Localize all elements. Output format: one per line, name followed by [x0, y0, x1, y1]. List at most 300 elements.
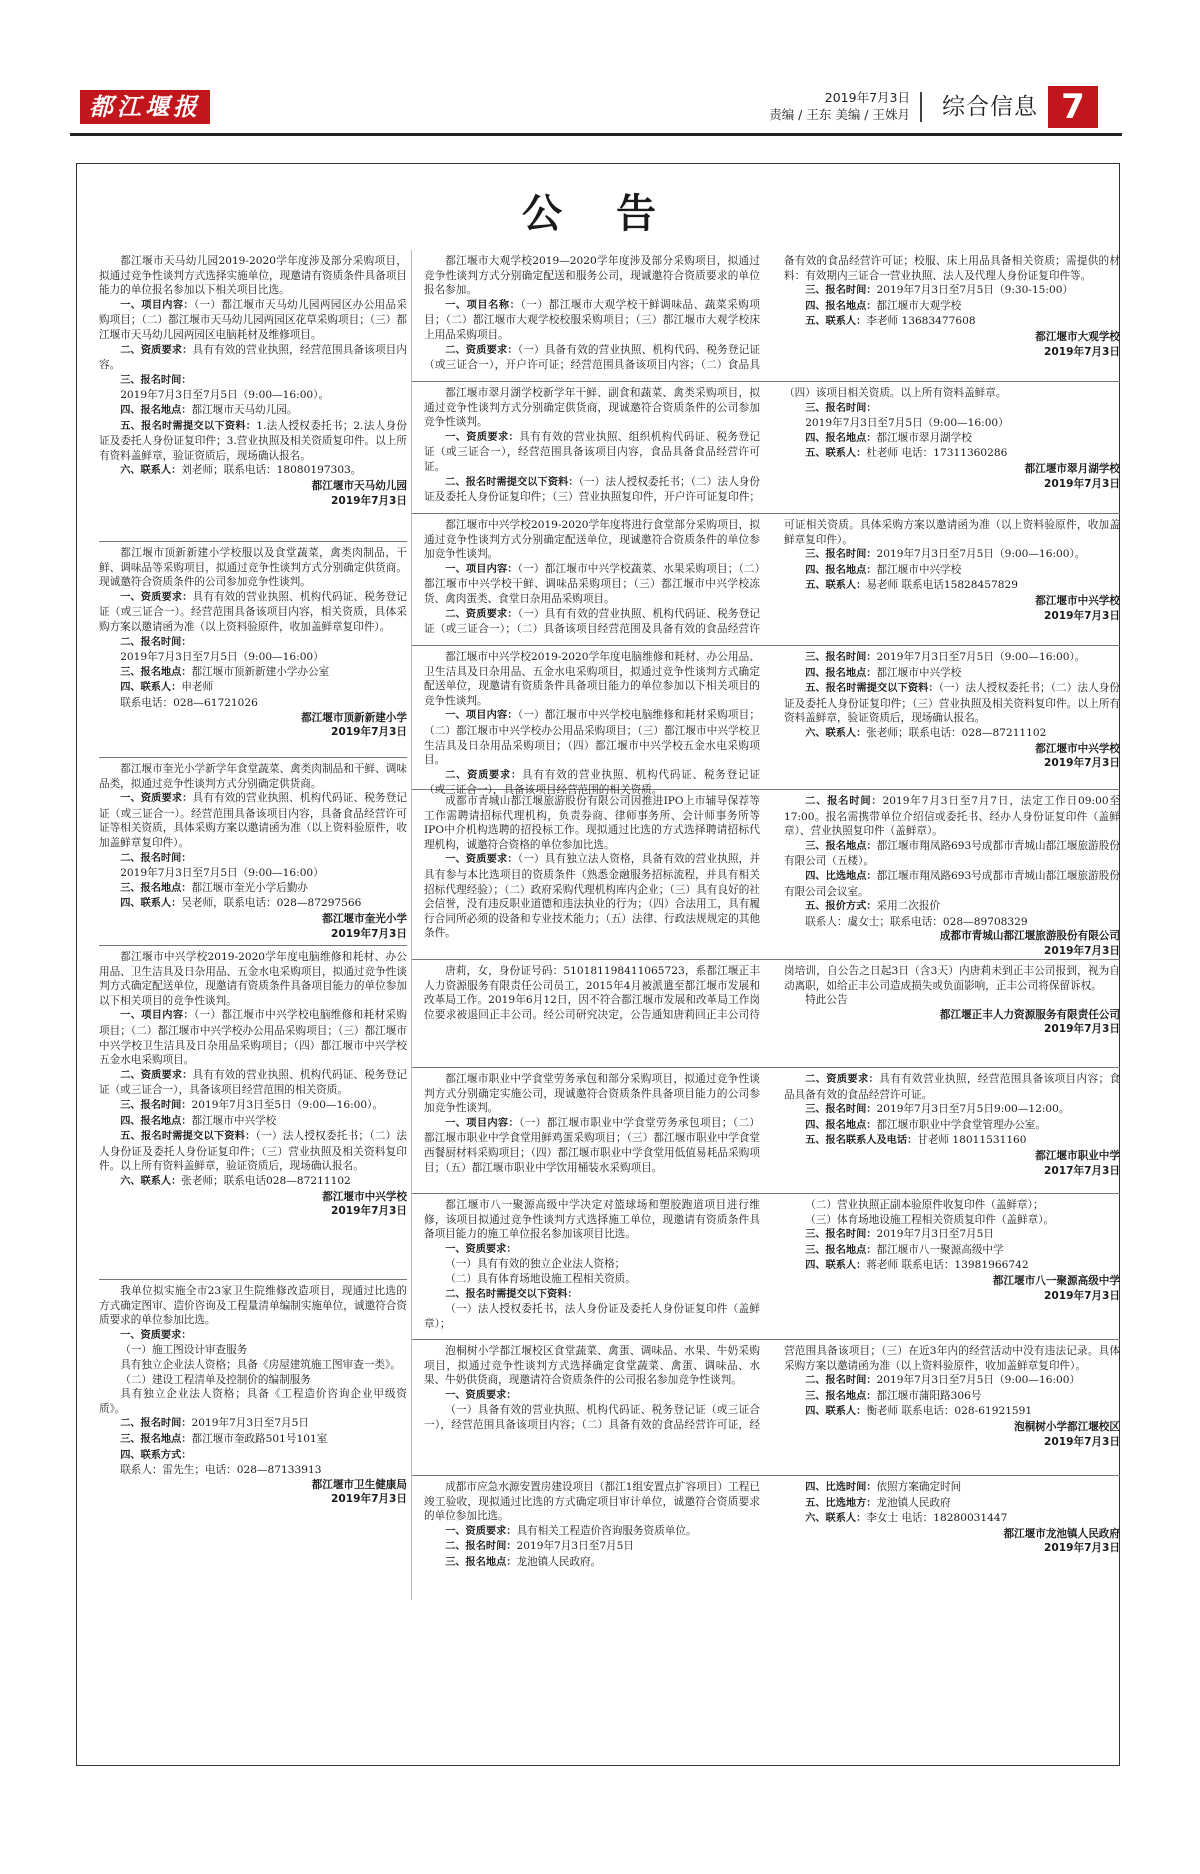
clause-heading: 二、资质要求： [445, 608, 518, 620]
notice-paragraph [99, 635, 407, 651]
notice-paragraph [784, 314, 1120, 330]
clause-text: 具有有效的营业执照、组织机构代码证、税务登记证（或三证合一），经营范围具备该项目内容，食品具备食品经营许可证。 [424, 430, 760, 473]
notice-paragraph [784, 869, 1120, 899]
clause-text: 甘老师 18011531160 [917, 1134, 1027, 1147]
clause-text: 都江堰市中兴学校2019-2020学年度将进行食堂部分采购项目，拟通过竞争性谈判方式分别确定配送单位，现诚邀符合资质条件的单位参加竞争性谈判。 [424, 519, 760, 561]
notice-paragraph [424, 1242, 760, 1258]
clause-text: 都江堰市天马幼儿园。 [191, 403, 298, 416]
clause-heading: 二、资质要求： [805, 1074, 880, 1085]
clause-text: （三）体育场地设施工程相关资质复印件（盖鲜章）。 [805, 1213, 1055, 1226]
notice-issuer: 泡桐树小学都江堰校区 [1014, 1420, 1120, 1433]
clause-text: 都江堰市翠月湖学校 [876, 431, 972, 444]
clause-text: 2019年7月3日至5日（9:00—16:00）。 [191, 1098, 384, 1111]
notice-body [424, 964, 1120, 1037]
clause-text: （一）法人授权委托书；（二）法人身份证及委托人身份证复印件；（三）营业执照及相关资料复印件。以上所有资料盖鲜章，验证资质后，现场确认报名。 [99, 1130, 407, 1173]
announcement-frame [76, 163, 1120, 1766]
clause-text: 具有有效的营业执照、机构代码证、税务登记证（或三证合一）。经营范围具备该项目内容，相关资质，具体采购方案以邀请函为准（以上资料验原件，收加盖鲜章复印件）。 [99, 590, 408, 633]
clause-heading: 三、报名时间： [120, 374, 192, 386]
clause-text: 2019年7月3日至7月5日（9:00—16:00）。 [876, 651, 1086, 663]
notice-paragraph [424, 1539, 760, 1555]
notice-body [99, 950, 407, 1219]
clause-text: （二）建设工程清单及控制价的编制服务 [120, 1373, 311, 1386]
clause-text: 成都市应急水源安置房建设项目（都江1组安置点扩容项目）工程已竣工验收，现拟通过比选的方式确定项目审计单位，诚邀符合资质要求的单位参加比选。 [424, 1481, 760, 1523]
notice-paragraph [424, 1257, 760, 1272]
clause-text: 2019年7月3日至7月5日 [191, 1417, 309, 1430]
clause-heading: 一、资质要求： [445, 431, 520, 443]
clause-text: 特此公告 [805, 994, 848, 1007]
notice-paragraph [784, 1511, 1120, 1527]
notice-block [99, 758, 407, 946]
notice-paragraph [784, 839, 1120, 869]
clause-text: 2019年7月3日至7月5日（9:00—16:00）。 [876, 548, 1086, 561]
clause-text: 龙池镇人民政府。 [516, 1555, 602, 1568]
clause-text: （一）法人授权委托书；（二）法人身份证及委托人身份证复印件；（三）营业执照及相关资料复印件。以上所有资料盖鲜章，验证资质后，现场确认报名。 [784, 682, 1121, 725]
notice-paragraph [784, 1480, 1120, 1496]
clause-heading: 二、报名时间： [805, 796, 883, 807]
clause-text: 2019年7月3日至7月5日 [516, 1540, 634, 1553]
clause-text: 都江堰市职业中学食堂管理办公室。 [876, 1118, 1046, 1131]
clause-text: 采用二次报价 [876, 900, 941, 913]
notice-paragraph [99, 1448, 407, 1464]
notice-issuer: 成都市青城山都江堰旅游股份有限公司 [939, 930, 1120, 943]
clause-heading: 四、联系方式： [120, 1449, 192, 1461]
header-separator [920, 92, 922, 122]
notice-paragraph [424, 254, 760, 298]
clause-heading: 一、资质要求： [120, 591, 193, 603]
clause-heading: 四、比选时间： [805, 1482, 877, 1493]
notice-date: 2019年7月3日 [330, 1493, 407, 1506]
notice-issuer: 都江堰市卫生健康局 [311, 1478, 407, 1491]
clause-heading: 五、报价方式： [805, 901, 877, 913]
clause-heading: 四、报名地点： [805, 1119, 877, 1131]
clause-heading: 五、联系人： [805, 580, 867, 592]
clause-text: 具有独立企业法人资格；具备《工程造价咨询企业甲级资质》。 [99, 1388, 407, 1415]
notice-paragraph [99, 1174, 407, 1190]
notice-date: 2019年7月3日 [330, 1205, 407, 1218]
newspaper-logo: 都江堰报 [80, 90, 210, 124]
notice-paragraph [784, 401, 1120, 417]
notice-paragraph [784, 899, 1120, 915]
notice-body [424, 1072, 1120, 1178]
clause-text: 具有独立企业法人资格；具备《房屋建筑施工图审查一类》。 [120, 1358, 401, 1371]
notice-paragraph [424, 852, 760, 941]
issue-meta [769, 89, 910, 123]
clause-heading: 三、报名时间： [805, 652, 877, 663]
notice-paragraph [424, 1344, 760, 1388]
clause-heading: 二、报名时间： [805, 1375, 877, 1387]
notice-paragraph [99, 1284, 407, 1328]
clause-heading: 四、比选地点： [805, 870, 877, 882]
page-header [70, 86, 1122, 128]
notice-body [424, 1344, 1120, 1449]
notice-block [412, 646, 1121, 797]
page-number: 7 [1048, 86, 1098, 128]
notice-date: 2019年7月3日 [330, 726, 407, 739]
notice-paragraph [99, 665, 407, 681]
clause-text: （一）具备有效的营业执照、机构代码、税务登记证（或三证合一），开户许可证；经营范围具备该项目内容；（二）食品具备有效的食品经营许可证；校服、床上用品具备相关资质；需提供的材料：有效期内三证合一营业执照、法人及代理人身份证复印件等。 [424, 255, 1120, 372]
notice-issuer: 都江堰市中兴学校 [1035, 594, 1120, 607]
notice-paragraph [784, 1198, 1120, 1213]
clause-heading: 四、联系人： [120, 682, 182, 694]
issue-date: 2019年7月3日 [824, 90, 910, 105]
clause-heading: 五、比选地方： [805, 1497, 877, 1509]
clause-text: （一）都江堰市大观学校干鲜调味品、蔬菜采购项目；（二）都江堰市大观学校校服采购项目；（三）都江堰市大观学校床上用品采购项目。 [424, 298, 760, 341]
notice-paragraph [784, 1389, 1120, 1405]
clause-text: （一）施工图设计审查服务 [120, 1344, 248, 1357]
clause-heading: 五、联系人： [805, 448, 867, 460]
clause-heading: 五、联系人： [805, 316, 867, 328]
clause-text: （二）具有体育场地设施工程相关资质。 [445, 1272, 636, 1285]
clause-text: 张老师；联系电话028—87211102 [181, 1174, 351, 1187]
clause-text: 联系人：虞女士；联系电话：028—89708329 [805, 915, 1028, 928]
notice-issuer: 都江堰市中兴学校 [322, 1190, 407, 1203]
clause-heading: 六、联系人： [120, 465, 182, 477]
clause-text: 1.法人授权委托书；2.法人身份证及委托人身份证复印件；3.营业执照及相关资质复印件。以上所有资料盖鲜章，验证资质后，现场确认报名。 [99, 419, 407, 462]
notice-issuer: 都江堰市天马幼儿园 [311, 479, 407, 492]
clause-heading: 三、报名时间： [805, 1229, 877, 1241]
notice-body [424, 1198, 1120, 1331]
notice-paragraph [99, 1068, 407, 1098]
notice-issuer: 都江堰市中兴学校 [1035, 742, 1120, 755]
notice-paragraph [99, 762, 407, 791]
clause-text: 李老师 13683477608 [866, 315, 976, 328]
notice-issuer: 都江堰市职业中学 [1035, 1149, 1120, 1162]
notice-paragraph [424, 794, 760, 852]
clause-heading: 二、资质要求： [120, 344, 193, 356]
notice-paragraph [784, 431, 1120, 447]
clause-text: 刘老师；联系电话：18080197303。 [181, 464, 362, 477]
clause-heading: 三、报名地点： [805, 1244, 877, 1256]
clause-heading: 二、报名时间： [445, 1541, 517, 1553]
notice-paragraph [784, 1404, 1120, 1420]
notice-paragraph [99, 590, 407, 635]
clause-heading: 五、报名时需提交以下资料： [120, 420, 257, 432]
notice-paragraph [784, 1072, 1120, 1102]
clause-heading: 三、报名时间： [805, 549, 877, 561]
notice-paragraph [784, 547, 1120, 563]
clause-text: （一）法人授权委托书；（二）法人身份证及委托人身份证复印件；（三）营业执照复印件，开户许可证复印件；（四）该项目相关资质。以上所有资料盖鲜章。 [424, 387, 1007, 504]
clause-text: 都江堰市职业中学食堂劳务承包和部分采购项目，拟通过竞争性谈判方式分别确定实施公司，现诚邀符合资质条件具备项目能力的公司参加竞争性谈判。 [424, 1073, 760, 1115]
notice-paragraph [99, 1129, 407, 1174]
clause-heading: 二、报名时间： [120, 1418, 192, 1430]
notice-block [412, 382, 1120, 514]
clause-text: （二）营业执照正副本验原件收复印件（盖鲜章）； [805, 1199, 1044, 1211]
notice-paragraph [424, 1480, 760, 1524]
clause-text: 申老师 [181, 681, 214, 694]
clause-text: 都江堰市顶新新建小学校服以及食堂蔬菜，禽类肉制品，干鲜、调味品等采购项目，拟通过竞争性谈判方式分别确定供货商。现诚邀符合资质条件的公司参加竞争性谈判。 [99, 547, 407, 589]
clause-text: 具有有效的营业执照、机构代码证、税务登记证（或三证合一）。经营范围具备该项目内容，具备食品经营许可证等相关资质，具体采购方案以邀请函为准（以上资料验原件，收加盖鲜章复印件）。 [99, 792, 408, 849]
notice-paragraph [784, 650, 1120, 666]
clause-heading: 一、资质要求： [445, 1389, 517, 1401]
notice-paragraph [424, 1287, 760, 1303]
clause-text: 依照方案确定时间 [876, 1481, 962, 1493]
clause-heading: 一、项目名称： [445, 299, 521, 311]
issue-editors: 责编 / 王东 美编 / 王姝月 [769, 107, 910, 122]
notice-paragraph [99, 851, 407, 867]
clause-text: 具有相关工程造价咨询服务资质单位。 [516, 1524, 697, 1537]
clause-heading: 六、联系人： [805, 1513, 867, 1525]
notice-issuer: 都江堰市八一聚源高级中学 [992, 1274, 1120, 1287]
clause-text: （一）都江堰市中兴学校电脑维修和耗材采购项目；（二）都江堰市中兴学校办公用品采购项目；（三）都江堰市中兴学校卫生洁具及日杂用品采购项目；（四）都江堰市中兴学校五金水电采购项目。 [424, 709, 761, 767]
notice-date: 2019年7月3日 [330, 494, 407, 507]
notice-block [412, 1476, 1120, 1600]
notice-paragraph [99, 1358, 407, 1373]
notice-paragraph [99, 881, 407, 897]
notice-block [412, 250, 1120, 382]
notice-paragraph [784, 1133, 1120, 1149]
notice-paragraph [784, 1243, 1120, 1259]
notice-paragraph [99, 1463, 407, 1478]
clause-text: 都江堰市翔凤路693号成都市青城山都江堰旅游股份有限公司（五楼）。 [784, 839, 1120, 868]
header-rule [70, 133, 1122, 136]
clause-text: （一）具有有效的独立企业法人资格； [445, 1258, 626, 1271]
clause-heading: 六、联系人： [120, 1175, 182, 1187]
notice-paragraph [99, 388, 407, 403]
clause-heading: 三、报名地点： [120, 1433, 192, 1445]
notice-paragraph [424, 650, 760, 708]
notice-block [412, 1068, 1120, 1194]
clause-text: 都江堰市八一聚源高级中学决定对篮球场和塑胶跑道项目进行维修，该项目拟通过竞争性谈判方式选择施工单位，现邀请有资质条件具备项目能力的施工单位报名参加该项目比选。 [424, 1199, 760, 1241]
notice-block [412, 960, 1120, 1068]
clause-text: 都江堰市中兴学校 [876, 563, 962, 576]
clause-text: 都江堰市天马幼儿园2019-2020学年度涉及部分采购项目，拟通过竞争性谈判方式选择实施单位，现邀请有资质条件具备项目能力的单位报名参加以下相关项目比选。 [99, 255, 407, 297]
clause-text: 都江堰市中兴学校2019-2020学年度电脑维修和耗材、办公用品、卫生洁具及日杂用品、五金水电采购项目，拟通过竞争性谈判方式确定配送单位，现邀请有资质条件具备项目能力的单位参加以下相关项目的竞争性谈判。 [99, 951, 407, 1007]
clause-text: 都江堰市大观学校2019—2020学年度涉及部分采购项目，拟通过竞争性谈判方式分别确定配送和服务公司，现诚邀符合资质要求的单位报名参加。 [424, 255, 760, 297]
clause-text: 吴老师，联系电话：028—87297566 [181, 897, 362, 910]
clause-heading: 四、联系人： [120, 898, 182, 910]
notice-paragraph [784, 1496, 1120, 1512]
notice-paragraph [99, 866, 407, 881]
notice-paragraph [784, 726, 1120, 742]
notice-paragraph [784, 299, 1120, 315]
clause-heading: 四、报名地点： [805, 432, 877, 444]
notice-body [99, 546, 407, 740]
clause-text: 都江堰市中兴学校2019-2020学年度电脑维修和耗材、办公用品、卫生洁具及日杂用品、五金水电采购项目，拟通过竞争性谈判方式确定配送单位，现邀请有资质条件具备项目能力的单位参加以下相关项目的竞争性谈判。 [424, 651, 760, 707]
notice-paragraph [784, 993, 1120, 1008]
clause-text: 2019年7月3日至7月5日（9:30-15:00） [876, 284, 1074, 297]
clause-heading: 一、资质要求： [445, 854, 518, 866]
clause-text: 唐莉，女，身份证号码：510181198411065723，系都江堰正丰人力资源服务有限责任公司员工，2015年4月被派遣至都江堰市发展和改革局工作。2019年6月12日，因不符合都江堰市发展和改革局工作岗位要求被退回正丰公司。经公司研究决定，公告通知唐莉回正丰公司待岗培训，自公告之日起3日（含3天）内唐莉未到正丰公司报到，视为自动离职，如给正丰公司造成损失或负面影响，正丰公司将保留诉权。 [424, 965, 1120, 1021]
notice-paragraph [99, 896, 407, 912]
notice-paragraph [784, 681, 1120, 726]
notice-paragraph [424, 1524, 760, 1540]
clause-heading: 一、项目内容： [445, 563, 518, 575]
notice-paragraph [99, 546, 407, 590]
clause-text: 具有有效的营业执照、机构代码证、税务登记证（或三证合一），具备该项目经营范围的相关资质。 [99, 1068, 408, 1097]
notice-date: 2019年7月3日 [330, 927, 407, 940]
notice-paragraph [99, 650, 407, 665]
notice-block [412, 1194, 1120, 1340]
clause-text: 都江堰市蒲阳路306号 [876, 1389, 982, 1402]
notice-paragraph [424, 1302, 760, 1331]
notice-block [99, 946, 407, 1280]
notice-date: 2019年7月3日 [1043, 609, 1120, 622]
notice-date: 2019年7月3日 [1043, 1435, 1120, 1448]
notice-paragraph [99, 1328, 407, 1344]
notice-body [99, 254, 407, 508]
notice-paragraph [784, 915, 1120, 930]
notice-paragraph [99, 1432, 407, 1448]
clause-heading: 一、资质要求： [120, 793, 193, 805]
notice-date: 2017年7月3日 [1043, 1164, 1120, 1177]
clause-text: 2019年7月3日至7月5日（9:00—16:00）。 [120, 389, 330, 402]
notice-paragraph [784, 794, 1120, 839]
notice-paragraph [99, 1416, 407, 1432]
notice-paragraph [784, 1213, 1120, 1228]
clause-heading: 六、联系人： [805, 727, 867, 739]
clause-text: 都江堰市翠月湖学校新学年干鲜、副食和蔬菜、禽类采购项目，拟通过竞争性谈判方式分别确定供货商，现诚邀符合资质条件的公司参加竞争性谈判。 [424, 387, 760, 429]
notice-paragraph [784, 666, 1120, 682]
notice-issuer: 都江堰市顶新新建小学 [301, 711, 407, 724]
clause-heading: 一、项目内容： [120, 299, 194, 311]
notice-paragraph [784, 578, 1120, 594]
notice-paragraph [784, 1373, 1120, 1389]
clause-text: 李女士 电话：18280031447 [866, 1512, 1008, 1525]
notice-paragraph [424, 430, 760, 475]
clause-text: （一）具有独立法人资格，具备有效的营业执照，并具有参与本比选项目的资质条件（熟悉金融服务招标流程，并具有相关招标代理经验）；（二）政府采购代理机构库内企业；（三）具有良好的社会信誉，没有违反职业道德和违法执业的行为；（四）合法用工，具有履行合同所必须的设备和专业技术能力；（五）法律、行政法规规定的其他条件。 [424, 853, 761, 940]
notice-paragraph [424, 1555, 760, 1571]
clause-text: 2019年7月3日至7月5日（9:00—16:00） [805, 417, 1009, 430]
notice-issuer: 都江堰市奎光小学 [322, 912, 407, 925]
notice-paragraph [424, 562, 760, 607]
notice-issuer: 都江堰市翠月湖学校 [1024, 462, 1120, 475]
clause-text: 都江堰市奎政路501号101室 [191, 1432, 328, 1445]
clause-heading: 三、报名地点： [445, 1556, 517, 1568]
left-column [99, 250, 407, 1796]
notice-body [99, 762, 407, 941]
clause-text: （一）都江堰市中兴学校电脑维修和耗材采购项目；（二）都江堰市中兴学校办公用品采购项目；（三）都江堰市中兴学校卫生洁具及日杂用品采购项目；（四）都江堰市中兴学校五金水电采购项目。 [99, 1009, 407, 1067]
clause-text: 2019年7月3日至7月5日（9:00—16:00） [876, 1374, 1081, 1387]
notice-date: 2019年7月3日 [1043, 345, 1120, 358]
notice-block [412, 514, 1120, 646]
notice-block [99, 1280, 407, 1796]
clause-heading: 二、报名时需提交以下资料： [445, 1288, 578, 1300]
clause-heading: 一、项目内容： [445, 1117, 520, 1129]
notice-paragraph [99, 1343, 407, 1358]
notice-paragraph [784, 416, 1120, 431]
clause-text: 都江堰市奎光小学新学年食堂蔬菜、禽类肉制品和干鲜、调味品类，拟通过竞争性谈判方式分别确定供货商。 [99, 763, 407, 790]
notice-date: 2019年7月3日 [1043, 944, 1120, 957]
clause-heading: 二、报名时需提交以下资料： [445, 476, 579, 488]
notice-date: 2019年7月3日 [1043, 1023, 1120, 1036]
notice-paragraph [784, 1102, 1120, 1118]
clause-text: 都江堰市顶新新建小学办公室 [191, 665, 330, 678]
notice-block [412, 790, 1120, 960]
clause-text: 具有有效的营业执照，经营范围具备该项目内容。 [99, 343, 408, 372]
notice-paragraph [99, 463, 407, 479]
clause-text: 成都市青城山都江堰旅游股份有限公司因推进IPO上市辅导保荐等工作需聘请招标代理机构，负责券商、律师事务所、会计师事务所等IPO中介机构选聘的招投标工作。现拟通过比选的方式选择聘请招标代理机构，诚邀符合资格的单位参加比选。 [424, 795, 760, 851]
notice-paragraph [424, 1072, 760, 1116]
clause-text: 2019年7月3日至7月7日，法定工作日09:00至17:00。报名需携带单位介绍信或委托书、经办人身份证复印件（盖鲜章）、营业执照复印件（盖鲜章）。 [784, 795, 1121, 838]
clause-heading: 四、报名地点： [805, 667, 877, 679]
notice-paragraph [784, 1227, 1120, 1243]
notice-paragraph [99, 1387, 407, 1416]
notice-date: 2019年7月3日 [1043, 477, 1120, 490]
clause-text: 杜老师 电话：17311360286 [866, 447, 1008, 460]
clause-heading: 五、报名联系人及电话： [805, 1135, 918, 1147]
clause-heading: 四、报名地点： [120, 1115, 192, 1127]
clause-heading: 五、报名时需提交以下资料： [120, 1131, 256, 1143]
notice-paragraph [784, 563, 1120, 579]
notice-paragraph [99, 373, 407, 389]
notice-paragraph [424, 1198, 760, 1242]
clause-heading: 三、报名地点： [805, 1390, 877, 1402]
notice-date: 2019年7月3日 [1043, 1289, 1120, 1302]
clause-text: 衡老师 联系电话：028-61921591 [866, 1405, 1033, 1418]
clause-text: 泡桐树小学都江堰校区食堂蔬菜、禽蛋、调味品、水果、牛奶采购项目，拟通过竞争性谈判方式选择确定食堂蔬菜、禽蛋、调味品、水果、牛奶供货商，现邀请符合资质条件的公司报名参加竞争性谈判。 [424, 1345, 760, 1387]
clause-heading: 二、资质要求： [445, 769, 522, 781]
notice-block [412, 1340, 1120, 1476]
notice-body [424, 518, 1120, 637]
notice-issuer: 都江堰市大观学校 [1035, 330, 1120, 343]
clause-text: 张老师；联系电话：028—87211102 [866, 726, 1047, 739]
notice-body [424, 386, 1120, 505]
notice-paragraph [424, 1388, 760, 1404]
clause-heading: 一、资质要求： [445, 1525, 517, 1537]
notice-paragraph [99, 696, 407, 711]
clause-text: 2019年7月3日至7月5日9:00—12:00。 [876, 1103, 1070, 1116]
clause-heading: 三、报名时间： [805, 285, 877, 297]
notice-paragraph [99, 298, 407, 343]
clause-text: （一）都江堰市天马幼儿园两园区办公用品采购项目；（二）都江堰市天马幼儿园两园区花草采购项目；（三）都江堰市天马幼儿园两园区电脑耗材及维修项目。 [99, 298, 407, 341]
notice-issuer: 都江堰正丰人力资源服务有限责任公司 [939, 1008, 1120, 1021]
notice-body [424, 1480, 1120, 1571]
clause-heading: 四、联系人： [805, 1406, 867, 1418]
clause-text: 2019年7月3日至7月5日（9:00—16:00） [120, 867, 324, 880]
notice-paragraph [99, 403, 407, 419]
notice-paragraph [99, 680, 407, 696]
clause-text: （一）都江堰市中兴学校蔬菜、水果采购项目；（二）都江堰市中兴学校干鲜、调味品采购项目；（三）都江堰市中兴学校冻货、禽肉蛋类、食堂日杂用品采购项目。 [424, 562, 760, 605]
right-column [411, 250, 1120, 1600]
clause-text: 2019年7月3日至7月5日 [876, 1228, 994, 1241]
clause-heading: 二、报名时间： [120, 636, 192, 648]
notice-issuer: 都江堰市龙池镇人民政府 [1003, 1527, 1120, 1540]
clause-text: 都江堰市大观学校 [876, 299, 962, 312]
clause-text: （一）具有有效的营业执照、机构代码证、税务登记证（或三证合一）；（二）具备该项目经营范围及具备有效的食品经营许可证相关资质。具体采购方案以邀请函为准（以上资料验原件，收加盖鲜章复印件）。 [424, 519, 1120, 636]
notice-paragraph [424, 386, 760, 430]
clause-heading: 二、资质要求： [120, 1069, 193, 1081]
clause-heading: 三、报名时间： [805, 1104, 877, 1116]
clause-heading: 四、联系人： [805, 1260, 867, 1272]
clause-text: （一）具备有效的营业执照、机构代码证、税务登记证（或三证合一），经营范围具备该项目内容；（二）具备有效的食品经营许可证，经营范围具备该项目；（三）在近3年内的经营活动中没有违法记录。具体采购方案以邀请函为准（以上资料验原件，收加盖鲜章复印件）。 [424, 1345, 1120, 1431]
clause-heading: 三、报名时间： [120, 1099, 192, 1111]
clause-text: 具有有效营业执照，经营范围具备该项目内容；食品具备有效的食品经营许可证。 [784, 1073, 1120, 1101]
clause-text: （一）法人授权委托书，法人身份证及委托人身份证复印件（盖鲜章）； [424, 1303, 760, 1330]
notice-paragraph [424, 708, 760, 767]
notice-paragraph [424, 518, 760, 562]
clause-heading: 四、报名地点： [120, 404, 192, 416]
clause-text: 联系电话：028—61721026 [120, 696, 258, 709]
clause-text: 联系人：雷先生；电话：028—87133913 [120, 1464, 322, 1477]
clause-text: 龙池镇人民政府 [876, 1496, 951, 1509]
notice-paragraph [99, 419, 407, 464]
notice-paragraph [99, 1008, 407, 1067]
clause-text: 具有有效的营业执照、机构代码证、税务登记证（或三证合一），具备该项目经营范围的相关资质。 [424, 768, 760, 797]
notice-paragraph [99, 1098, 407, 1114]
notice-paragraph [784, 1258, 1120, 1274]
notice-body [424, 254, 1120, 373]
notice-paragraph [784, 1118, 1120, 1134]
notice-date: 2019年7月3日 [1043, 1542, 1120, 1555]
notice-block [99, 250, 407, 542]
notice-paragraph [424, 1272, 760, 1287]
page-title: 公 告 [522, 191, 676, 237]
clause-text: 易老师 联系电话15828457829 [866, 579, 1018, 592]
clause-text: 2019年7月3日至7月5日（9:00—16:00） [120, 651, 324, 664]
notice-body [424, 650, 1120, 798]
notice-paragraph [99, 1373, 407, 1388]
clause-heading: 一、资质要求： [445, 1243, 517, 1255]
